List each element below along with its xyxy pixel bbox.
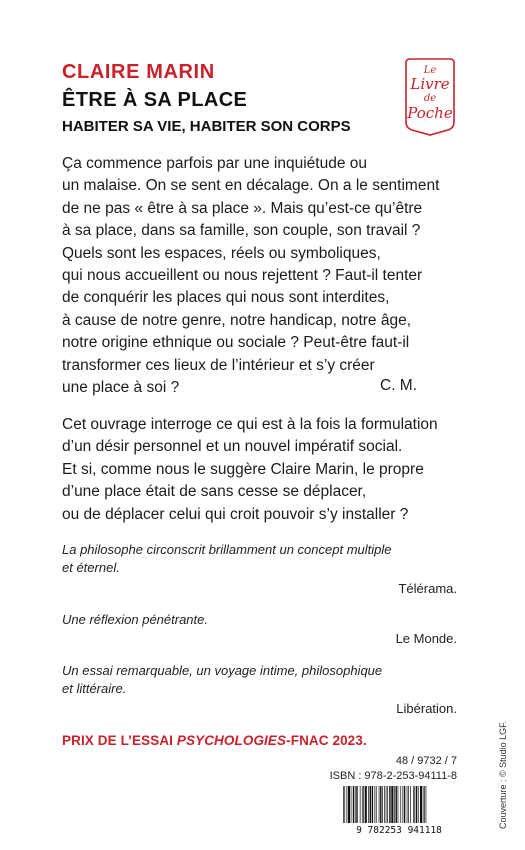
book-subtitle: HABITER SA VIE, HABITER SON CORPS [62, 118, 351, 135]
description-line: d’un désir personnel et un nouvel impératif social. [62, 438, 403, 456]
description-line: ou de déplacer celui qui croit pouvoir s’y installer ? [62, 505, 409, 523]
blurb-line: à sa place, dans sa famille, son couple, son travail ? [62, 222, 421, 240]
logo-text-livre: Livre [410, 75, 450, 93]
blurb-text [62, 153, 462, 399]
blurb-line: Ça commence parfois par une inquiétude ou [62, 155, 368, 172]
quote-line: La philosophe circonscrit brillamment un concept multiple [62, 542, 392, 557]
quote-source: Libération. [396, 701, 457, 716]
catalog-code: 48 / 9732 / 7 [395, 755, 457, 767]
barcode [339, 786, 460, 834]
quote-line: Un essai remarquable, un voyage intime, philosophique [62, 663, 383, 678]
cover-credit-text: Couverture : © Studio LGF. [498, 720, 508, 829]
publisher-logo [404, 58, 456, 136]
quote-line: et littéraire. [62, 681, 127, 697]
isbn-text: ISBN : 978-2-253-94111-8 [329, 770, 457, 782]
blurb-line: de conquérir les places qui nous sont interdites, [62, 289, 390, 307]
press-quote-le-monde [62, 611, 208, 629]
blurb-line: notre origine ethnique ou sociale ? Peut-être faut-il [62, 334, 410, 352]
logo-text-le: Le [423, 65, 437, 76]
press-quote-liberation [62, 662, 382, 699]
logo-text-de: de [423, 93, 437, 104]
blurb-line: à cause de notre genre, notre handicap, notre âge, [62, 311, 411, 329]
description-line: Cet ouvrage interroge ce qui est à la fois la formulation [62, 416, 438, 433]
description-line: Et si, comme nous le suggère Claire Marin, le propre [62, 460, 424, 478]
quote-line: Une réflexion pénétrante. [62, 612, 208, 627]
press-quote-telerama [62, 541, 392, 578]
barcode-number: 9 782253 941118 [356, 825, 442, 834]
quote-source: Télérama. [398, 581, 457, 596]
blurb-signature: C. M. [380, 377, 418, 394]
book-title: ÊTRE À SA PLACE [62, 89, 248, 111]
blurb-line: qui nous accueillent ou nous rejettent ? Faut-il tenter [62, 267, 423, 285]
prize-banner [62, 733, 367, 748]
blurb-line: transformer ces lieux de l’intérieur et s’y créer [62, 356, 375, 374]
blurb-line: un malaise. On se sent en décalage. On a le sentiment [62, 177, 440, 195]
blurb-line: une place à soi ? [62, 379, 180, 397]
prize-text-magazine: PSYCHOLOGIES [176, 733, 287, 748]
quote-source: Le Monde. [395, 631, 457, 646]
quote-line: et éternel. [62, 560, 120, 576]
prize-text-end: -FNAC 2023. [286, 733, 367, 748]
barcode-bars [343, 786, 426, 823]
prize-text-start: PRIX DE L’ESSAI [62, 733, 177, 748]
description-text [62, 414, 472, 526]
blurb-line: Quels sont les espaces, réels ou symboliques, [62, 244, 381, 262]
description-line: d’une place était de sans cesse se déplacer, [62, 483, 367, 501]
logo-text-poche: Poche [407, 104, 453, 122]
cover-credit [496, 719, 510, 829]
author-name: CLAIRE MARIN [62, 61, 215, 83]
blurb-line: de ne pas « être à sa place ». Mais qu’est-ce qu’être [62, 199, 423, 217]
